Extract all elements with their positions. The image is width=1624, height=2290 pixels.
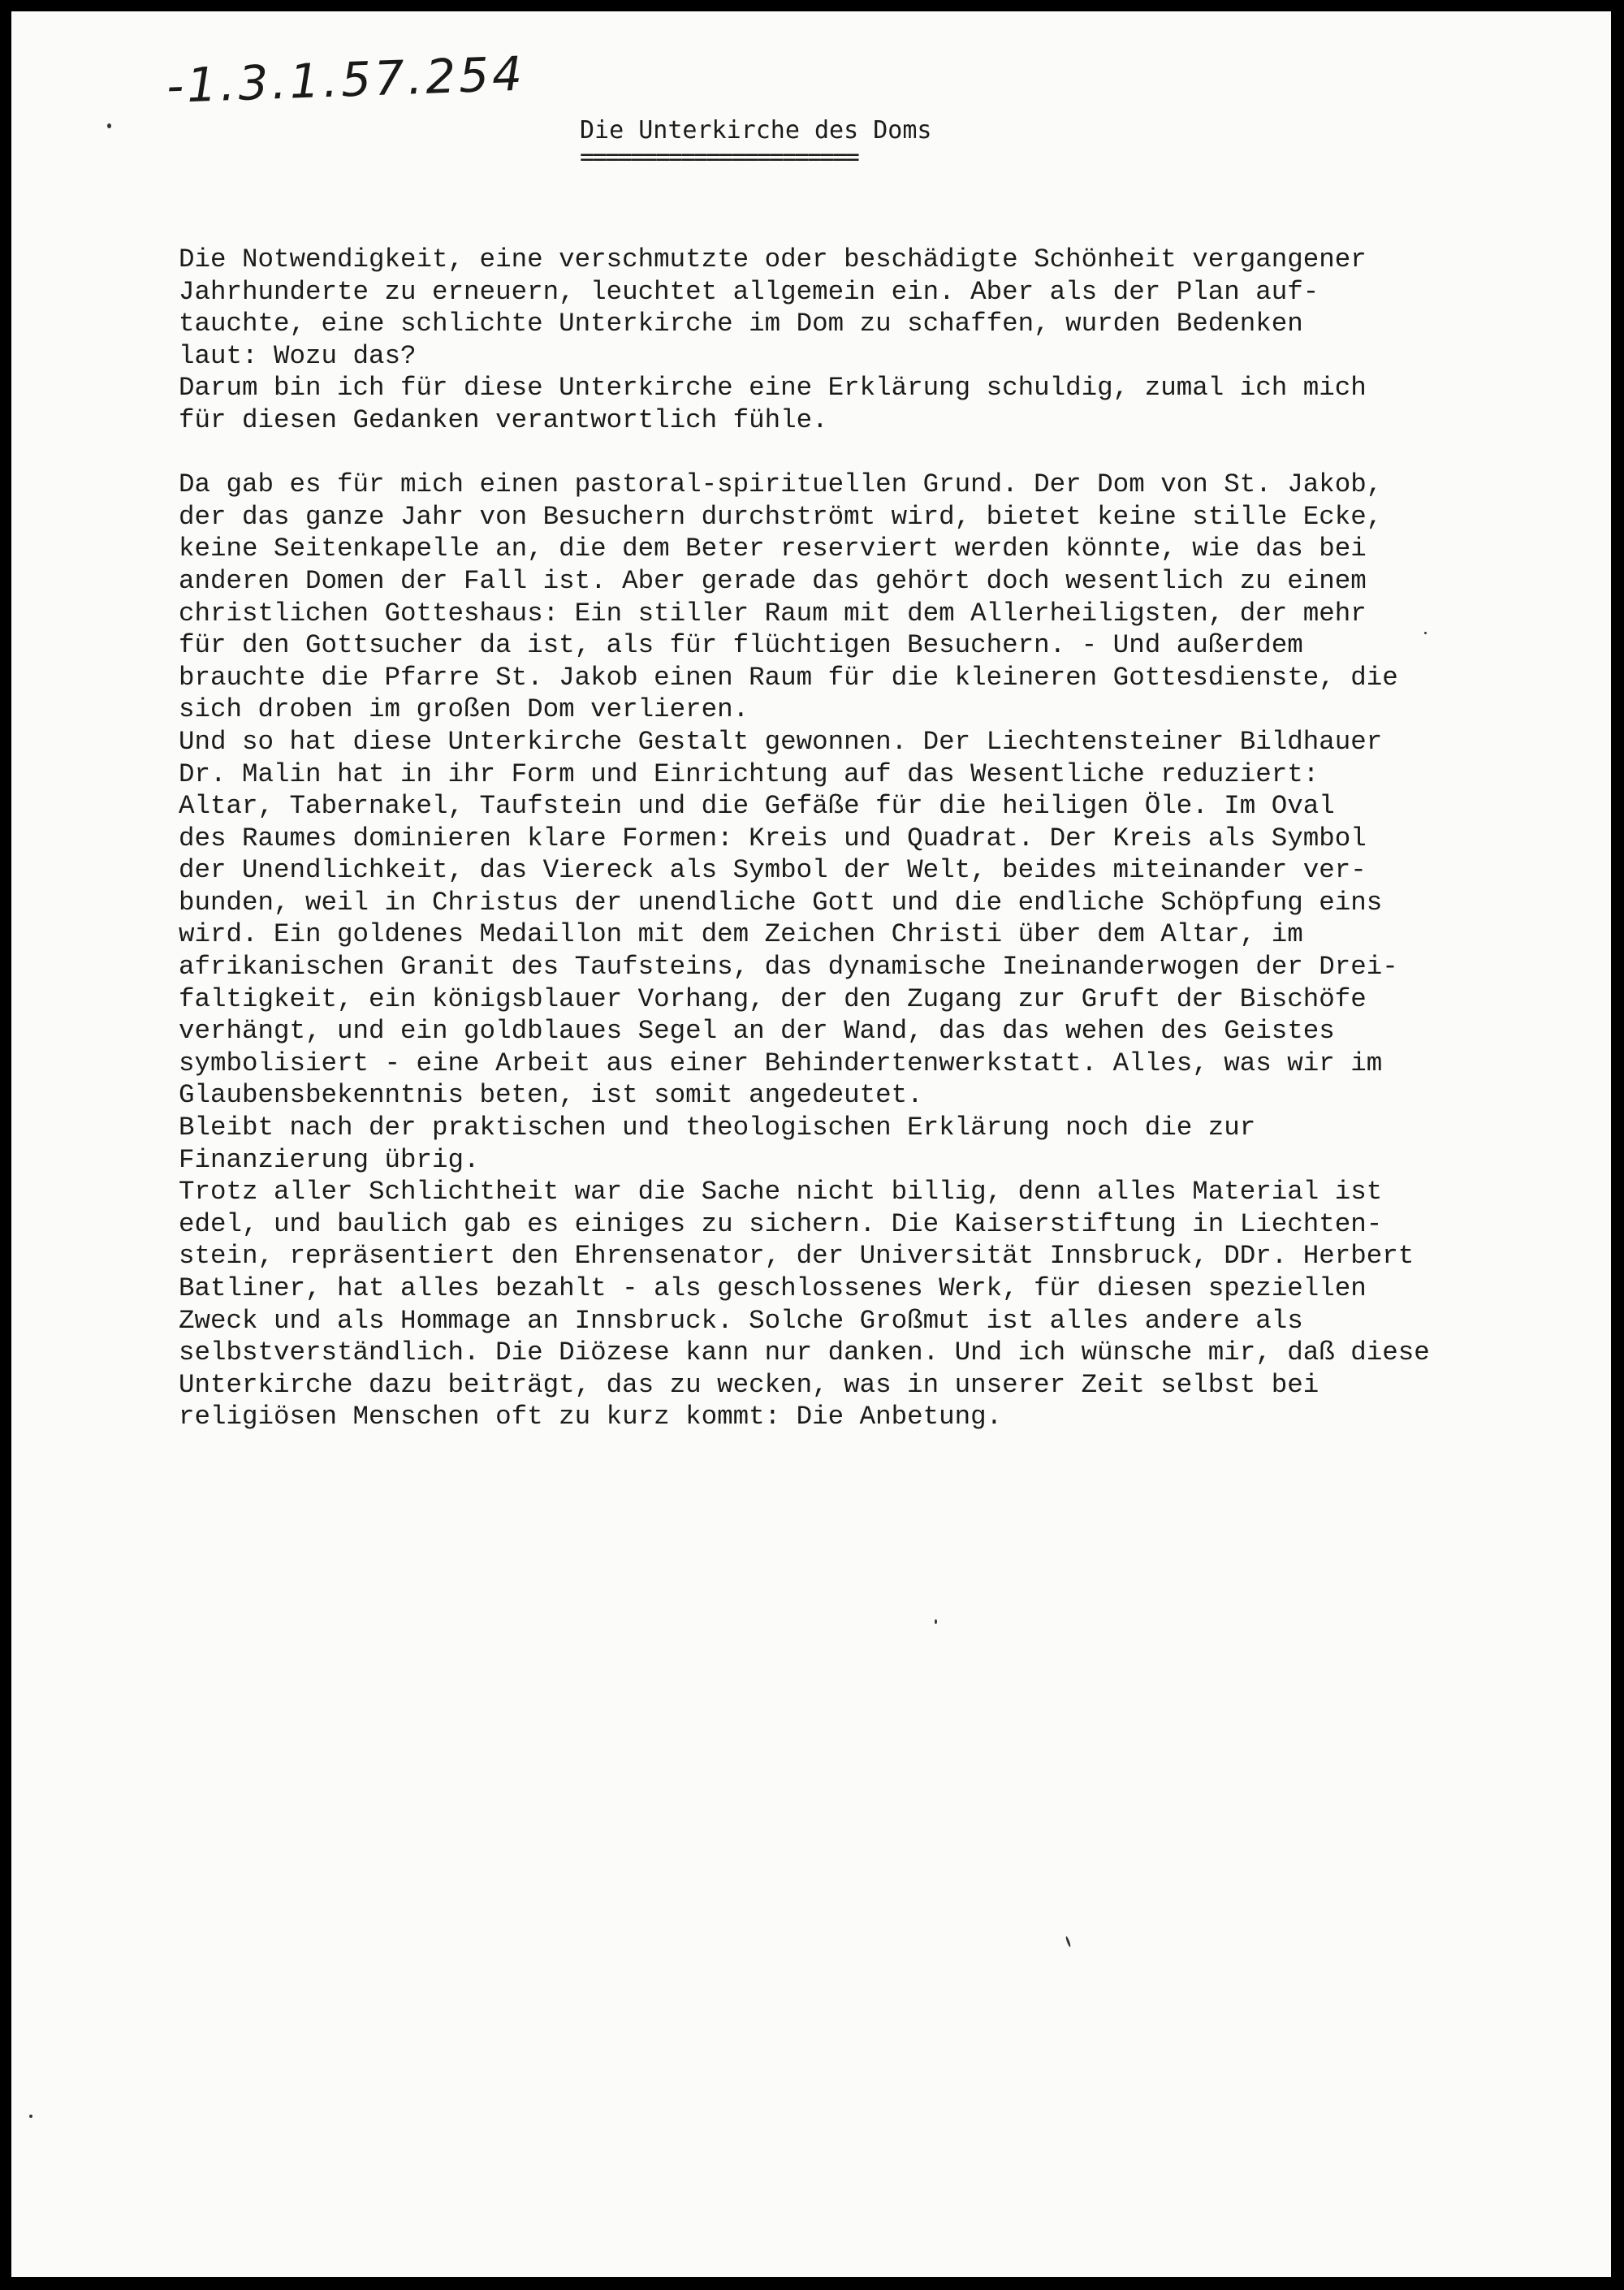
text-line: Bleibt nach der praktischen und theologischen Erklärung noch die zur	[179, 1113, 1256, 1143]
text-line: des Raumes dominieren klare Formen: Kreis und Quadrat. Der Kreis als Symbol	[179, 823, 1367, 853]
scan-speck	[1424, 632, 1427, 634]
text-line: anderen Domen der Fall ist. Aber gerade das gehört doch wesentlich zu einem	[179, 565, 1367, 596]
text-line: sich droben im großen Dom verlieren.	[179, 694, 749, 725]
text-line: bunden, weil in Christus der unendliche Gott und die endliche Schöpfung eins	[179, 887, 1383, 918]
text-line: Glaubensbekenntnis beten, ist somit angedeutet.	[179, 1080, 923, 1111]
handwritten-archive-number: -1.3.1.57.254	[166, 45, 526, 114]
text-line: selbstverständlich. Die Diözese kann nur danken. Und ich wünsche mir, daß diese	[179, 1337, 1430, 1368]
text-line: edel, und baulich gab es einiges zu sichern. Die Kaiserstiftung in Liechten-	[179, 1208, 1383, 1239]
text-line: Altar, Tabernakel, Taufstein und die Gefäße für die heiligen Öle. Im Oval	[179, 791, 1335, 822]
text-line: Jahrhunderte zu erneuern, leuchtet allgemein ein. Aber als der Plan auf-	[179, 276, 1320, 307]
text-line: religiösen Menschen oft zu kurz kommt: Die Anbetung.	[179, 1402, 1003, 1432]
text-line: Batliner, hat alles bezahlt - als geschlossenes Werk, für diesen speziellen	[179, 1273, 1367, 1303]
text-line: der das ganze Jahr von Besuchern durchströmt wird, bietet keine stille Ecke,	[179, 501, 1383, 532]
scan-speck	[107, 123, 111, 128]
text-line: christlichen Gotteshaus: Ein stiller Raum mit dem Allerheiligsten, der mehr	[179, 598, 1367, 629]
scan-speck	[935, 1619, 937, 1624]
text-line: laut: Wozu das?	[179, 340, 417, 371]
text-line: für diesen Gedanken verantwortlich fühle.	[179, 404, 828, 435]
text-line: brauchte die Pfarre St. Jakob einen Raum für die kleineren Gottesdienste, die	[179, 662, 1398, 693]
scan-speck	[1065, 1936, 1072, 1947]
text-line: Unterkirche dazu beiträgt, das zu wecken, was in unserer Zeit selbst bei	[179, 1369, 1320, 1400]
scan-speck	[29, 2115, 32, 2118]
text-line: Zweck und als Hommage an Innsbruck. Solche Großmut ist alles andere als	[179, 1305, 1303, 1336]
document-title: Die Unterkirche des Doms	[580, 116, 932, 145]
text-line: Die Notwendigkeit, eine verschmutzte oder beschädigte Schönheit vergangener	[179, 244, 1367, 274]
text-line: tauchte, eine schlichte Unterkirche im Dom zu schaffen, wurden Bedenken	[179, 309, 1303, 339]
text-line: Trotz aller Schlichtheit war die Sache nicht billig, denn alles Material ist	[179, 1177, 1383, 1208]
text-line: der Unendlichkeit, das Viereck als Symbol der Welt, beides miteinander ver-	[179, 855, 1367, 886]
text-line: afrikanischen Granit des Taufsteins, das dynamische Ineinanderwogen der Drei-	[179, 952, 1398, 983]
text-line: verhängt, und ein goldblaues Segel an der Wand, das das wehen des Geistes	[179, 1016, 1335, 1047]
text-line: stein, repräsentiert den Ehrensenator, der Universität Innsbruck, DDr. Herbert	[179, 1241, 1415, 1272]
blank-line	[179, 437, 1608, 469]
text-line: Dr. Malin hat in ihr Form und Einrichtung auf das Wesentliche reduziert:	[179, 758, 1320, 789]
text-line: keine Seitenkapelle an, die dem Beter reserviert werden könnte, wie das bei	[179, 534, 1367, 564]
text-line: Da gab es für mich einen pastoral-spirituellen Grund. Der Dom von St. Jakob,	[179, 469, 1383, 500]
text-line: wird. Ein goldenes Medaillon mit dem Zeichen Christi über dem Altar, im	[179, 919, 1303, 950]
text-line: Finanzierung übrig.	[179, 1144, 480, 1175]
document-page	[11, 11, 1611, 2277]
body-text	[179, 244, 1608, 1433]
text-line: Und so hat diese Unterkirche Gestalt gewonnen. Der Liechtensteiner Bildhauer	[179, 726, 1383, 757]
text-line: Darum bin ich für diese Unterkirche eine Erklärung schuldig, zumal ich mich	[179, 373, 1367, 404]
text-line: symbolisiert - eine Arbeit aus einer Behindertenwerkstatt. Alles, was wir im	[179, 1048, 1383, 1078]
text-line: für den Gottsucher da ist, als für flüchtigen Besuchern. - Und außerdem	[179, 630, 1303, 661]
text-line: faltigkeit, ein königsblauer Vorhang, der den Zugang zur Gruft der Bischöfe	[179, 983, 1367, 1014]
title-underline: ======================	[580, 143, 858, 171]
